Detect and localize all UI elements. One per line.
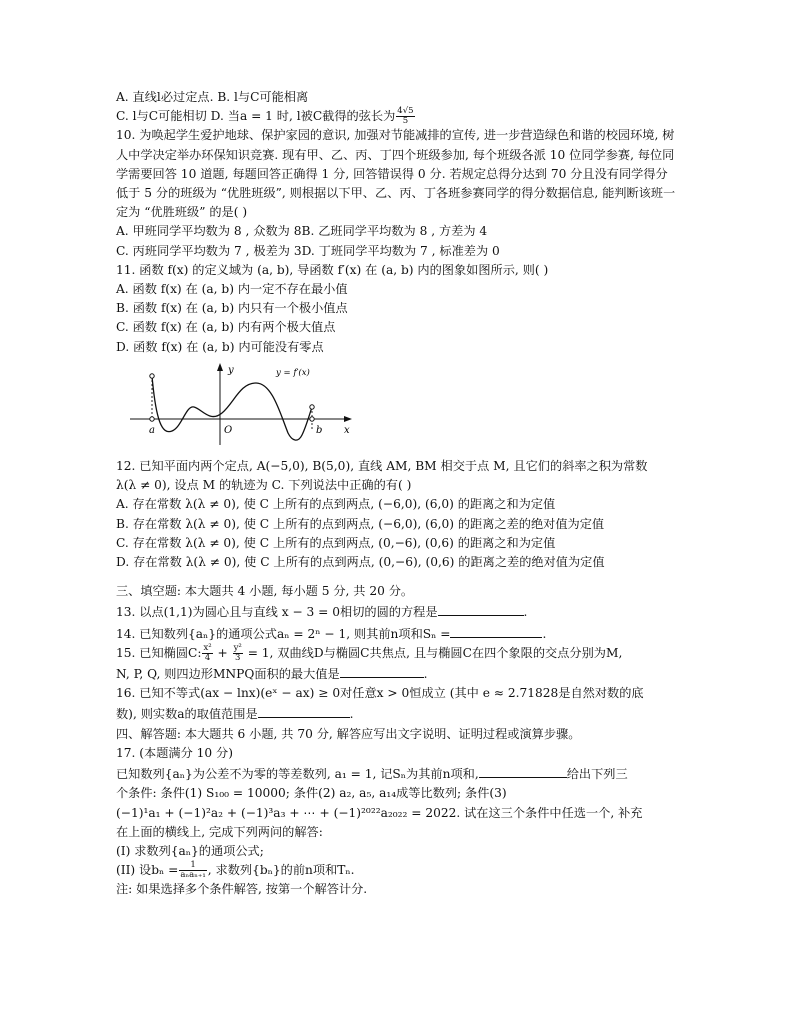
q11-option-a: A. 函数 f(x) 在 (a, b) 内一定不存在最小值 — [116, 282, 348, 297]
q12-stem-line2: λ(λ ≠ 0), 设点 M 的轨迹为 C. 下列说法中正确的有( ) — [116, 478, 412, 493]
q17-part2 — [116, 861, 676, 880]
y-axis-arrow-icon — [217, 363, 223, 371]
q16-line2-text: 数), 则实数a的取值范围是 — [116, 707, 258, 722]
q12-option-a: A. 存在常数 λ(λ ≠ 0), 使 C 上所有的点到两点, (−6,0), (6,0) 的距离之和为定值 — [116, 497, 556, 512]
q15-prefix: 15. 已知椭圆C: — [116, 645, 202, 660]
q17-line1-text: 已知数列{aₙ}为公差不为零的等差数列, a₁ = 1, 记Sₙ为其前n项和, — [116, 767, 479, 782]
q9-option-cd-text: C. l与C可能相切 D. 当a = 1 时, l被C截得的弦长为 — [116, 109, 396, 124]
q16-line2: 数), 则实数a的取值范围是 . — [116, 703, 676, 724]
exam-page — [116, 88, 676, 900]
q17-part1: (I) 求数列{aₙ}的通项公式; — [116, 843, 264, 858]
q17-condition-blank[interactable] — [479, 763, 567, 778]
q11-option-c: C. 函数 f(x) 在 (a, b) 内有两个极大值点 — [116, 320, 336, 335]
derivative-graph — [130, 361, 356, 445]
q17-line3: (−1)¹a₁ + (−1)²a₂ + (−1)³a₃ + ⋯ + (−1)²⁰²²a₂₀₂₂ = 2022. 试在这三个条件中任选一个, 补充 — [116, 805, 643, 820]
q9-option-cd — [116, 107, 676, 126]
q17-part2-text: , 求数列{bₙ}的前n项和Tₙ. — [207, 863, 355, 878]
q15-line2: N, P, Q, 则四边形MNPQ面积的最大值是 . — [116, 663, 676, 684]
q15-plus: + — [213, 645, 232, 660]
q17-line1 — [116, 763, 676, 784]
open-endpoint-a — [150, 417, 154, 421]
x-axis-arrow-icon — [344, 416, 352, 422]
x-label: x — [344, 424, 350, 436]
a-label: a — [149, 424, 155, 436]
open-endpoint-b — [310, 417, 314, 421]
q14-text: 14. 已知数列{aₙ}的通项公式aₙ = 2ⁿ − 1, 则其前n项和Sₙ = — [116, 626, 451, 641]
q10-options-cd: C. 丙班同学平均数为 7 , 极差为 3D. 丁班同学平均数为 7 , 标准差为 0 — [116, 243, 500, 258]
q17-line4: 在上面的横线上, 完成下列两问的解答: — [116, 824, 323, 839]
q11-option-b: B. 函数 f(x) 在 (a, b) 内只有一个极小值点 — [116, 301, 348, 316]
q15-post: = 1, 双曲线D与椭圆C共焦点, 且与椭圆C在四个象限的交点分别为M, — [243, 645, 623, 660]
q14-answer-blank[interactable] — [450, 623, 542, 638]
q16-answer-blank[interactable] — [258, 703, 350, 718]
q12-stem-line1: 12. 已知平面内两个定点, A(−5,0), B(5,0), 直线 AM, BM 相交于点 M, 且它们的斜率之积为常数 — [116, 459, 648, 474]
q17-line1-tail: 给出下列三 — [566, 767, 628, 782]
open-endpoint-a-top — [150, 374, 154, 378]
q15-fraction-x: $\frac{\text{x²}}{4}$ — [203, 642, 212, 663]
curve-label: y = f′(x) — [276, 367, 310, 378]
q9-option-ab: A. 直线l必过定点. B. l与C可能相离 — [116, 90, 309, 104]
q15-line2-text: N, P, Q, 则四边形MNPQ面积的最大值是 — [116, 667, 340, 682]
q12-option-c: C. 存在常数 λ(λ ≠ 0), 使 C 上所有的点到两点, (0,−6), (0,6) 的距离之和为定值 — [116, 535, 556, 550]
q15-answer-blank[interactable] — [340, 663, 424, 678]
q15-fraction-y: $\frac{\text{y²}}{3}$ — [233, 642, 242, 663]
q11-stem: 11. 函数 f(x) 的定义域为 (a, b), 导函数 f′(x) 在 (a, b) 内的图象如图所示, 则( ) — [116, 262, 549, 277]
q13-text: 13. 以点(1,1)为圆心且与直线 x − 3 = 0相切的圆的方程是 — [116, 605, 438, 620]
q17-bn-fraction: $\frac{1}{\text{aₙaₙ₊₁}}$ — [180, 860, 206, 881]
chord-length-fraction: $\frac{4√5}{5}$ — [397, 106, 414, 127]
q15-line1 — [116, 644, 676, 663]
section-4-heading: 四、解答题: 本大题共 6 小题, 共 70 分, 解答应写出文字说明、证明过程或演算步骤。 — [116, 726, 581, 741]
y-label: y — [228, 364, 234, 376]
open-endpoint-b-top — [310, 405, 314, 409]
section-3-heading: 三、填空题: 本大题共 4 小题, 每小题 5 分, 共 20 分。 — [116, 584, 414, 599]
origin-label: O — [224, 424, 233, 436]
q16-line1: 16. 已知不等式(ax − lnx)(eˣ − ax) ≥ 0对任意x > 0恒成立 (其中 e ≈ 2.71828是自然对数的底 — [116, 686, 644, 701]
q17-header: 17. (本题满分 10 分) — [116, 745, 233, 760]
q10-options-ab: A. 甲班同学平均数为 8 , 众数为 8B. 乙班同学平均数为 8 , 方差为 4 — [116, 224, 488, 239]
q10-stem: 10. 为唤起学生爱护地球、保护家园的意识, 加强对节能减排的宣传, 进一步营造绿色和谐的校园环境, 树人中学决定举办环保知识竞赛. 现有甲、乙、丙、丁四个班级参加, 每个班级各派 10 位同学参赛, 每位同学需要回答 10 道题, 每题回答正确得 1 分, 回答错误得 0 分. 若规定总得分达到 70 分且没有同学得分低于 5 分的班级为 “优胜班级”, 则根据以下甲、乙、丙、丁各班参赛同学的得分数据信息, 能判断该班一定为 “优胜班级” 的是( ) — [116, 128, 676, 220]
q17-part2-prefix: (II) 设bₙ = — [116, 863, 179, 878]
q17-line2: 个条件: 条件(1) S₁₀₀ = 10000; 条件(2) a₂, a₅, a₁₄成等比数列; 条件(3) — [116, 786, 507, 801]
b-label: b — [316, 424, 323, 436]
q12-option-d: D. 存在常数 λ(λ ≠ 0), 使 C 上所有的点到两点, (0,−6), (0,6) 的距离之差的绝对值为定值 — [116, 555, 605, 570]
q17-note: 注: 如果选择多个条件解答, 按第一个解答计分. — [116, 882, 368, 897]
q13: 13. 以点(1,1)为圆心且与直线 x − 3 = 0相切的圆的方程是 . — [116, 601, 676, 622]
q12-option-b: B. 存在常数 λ(λ ≠ 0), 使 C 上所有的点到两点, (−6,0), (6,0) 的距离之差的绝对值为定值 — [116, 516, 605, 531]
q11-option-d: D. 函数 f(x) 在 (a, b) 内可能没有零点 — [116, 339, 324, 354]
q14: 14. 已知数列{aₙ}的通项公式aₙ = 2ⁿ − 1, 则其前n项和Sₙ = . — [116, 623, 676, 644]
q13-answer-blank[interactable] — [438, 601, 524, 616]
